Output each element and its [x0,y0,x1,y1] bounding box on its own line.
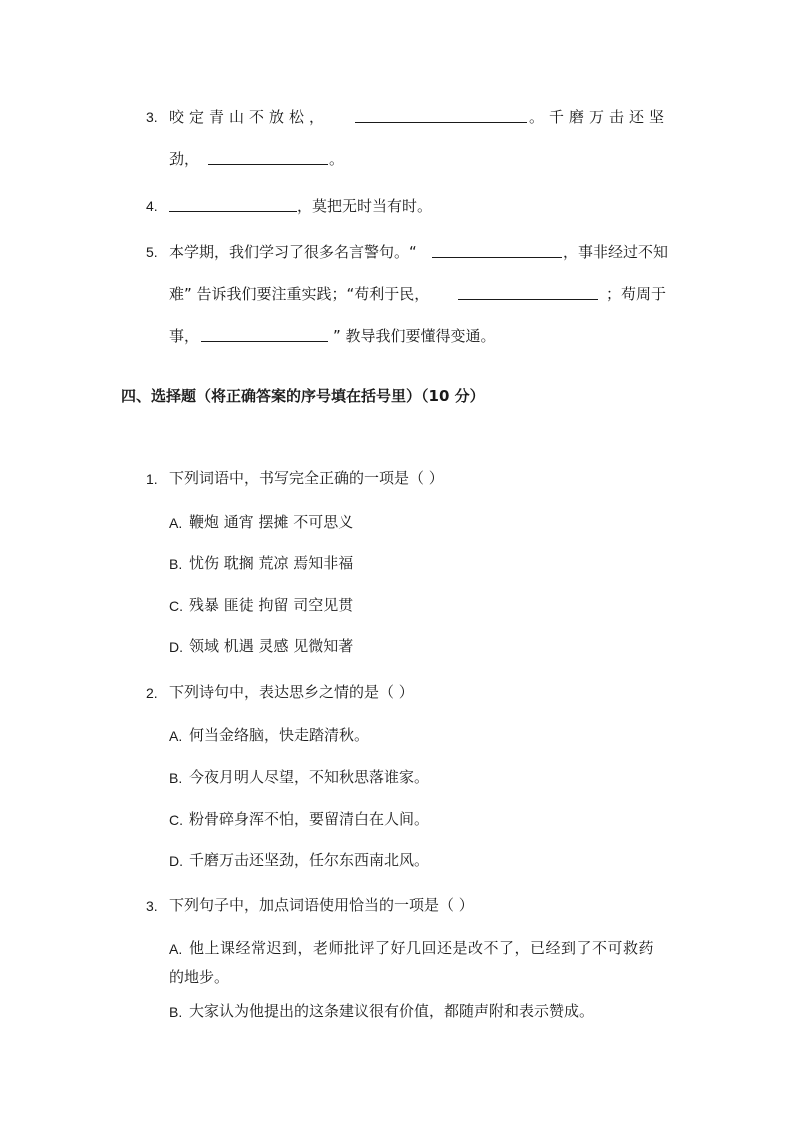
question-stem: 下列句子中，加点词语使用恰当的一项是（ ） [169,896,474,914]
option-text: 领域 机遇 灵感 见微知著 [189,637,354,655]
item-text: 。千磨万击还坚 [529,108,670,126]
option-text: 何当金络脑，快走踏清秋。 [189,726,370,744]
question-number: 1. [146,471,158,487]
option-text: 残暴 匪徒 拘留 司空见贯 [189,596,354,614]
answer-blank[interactable] [355,108,527,123]
option-text: 今夜月明人尽望，不知秋思落谁家。 [189,768,430,786]
option-letter: D. [169,853,183,869]
option-text: 粉骨碎身浑不怕，要留清白在人间。 [189,810,430,828]
answer-blank[interactable] [432,243,562,258]
answer-blank[interactable] [169,197,297,212]
answer-blank[interactable] [208,150,328,165]
question-stem: 下列词语中，书写完全正确的一项是（ ） [169,469,444,487]
item-number: 4. [146,198,158,214]
option-letter: D. [169,639,183,655]
option-text: 千磨万击还坚劲，任尔东西南北风。 [189,851,430,869]
option-letter: B. [169,1004,183,1020]
option-text: 忧伤 耽搁 荒凉 焉知非福 [189,554,354,572]
item-text: ，事非经过不知 [563,243,669,261]
option-letter: B. [169,556,183,572]
item-text: 事， [169,327,200,345]
item-number: 3. [146,109,158,125]
item-text: 劲， [169,150,200,168]
item-text: ；苟周于 [606,285,667,303]
option-text: 他上课经常迟到，老师批评了好几回还是改不了，已经到了不可救药 [189,939,655,957]
question-number: 3. [146,898,158,914]
section-title: 四、选择题（将正确答案的序号填在括号里）（10 分） [121,387,485,405]
item-text: ，莫把无时当有时。 [297,197,433,215]
item-text: 咬定青山不放松， [169,108,330,126]
option-text-continued: 的地步。 [169,968,230,986]
item-text: ” 教导我们要懂得变通。 [333,327,496,345]
option-text: 鞭炮 通宵 摆摊 不可思义 [189,513,354,531]
option-letter: A. [169,515,183,531]
answer-blank[interactable] [458,285,598,300]
question-stem: 下列诗句中，表达思乡之情的是（ ） [169,683,414,701]
answer-blank[interactable] [201,327,328,342]
option-letter: A. [169,728,183,744]
option-letter: C. [169,812,183,828]
option-text: 大家认为他提出的这条建议很有价值，都随声附和表示赞成。 [189,1002,595,1020]
question-number: 2. [146,685,158,701]
item-number: 5. [146,244,158,260]
option-letter: C. [169,598,183,614]
option-letter: B. [169,770,183,786]
item-text: 本学期，我们学习了很多名言警句。“ [169,243,417,261]
item-text: 难” 告诉我们要注重实践；“苟利于民， [169,285,430,303]
option-letter: A. [169,941,183,957]
item-text: 。 [329,150,345,168]
